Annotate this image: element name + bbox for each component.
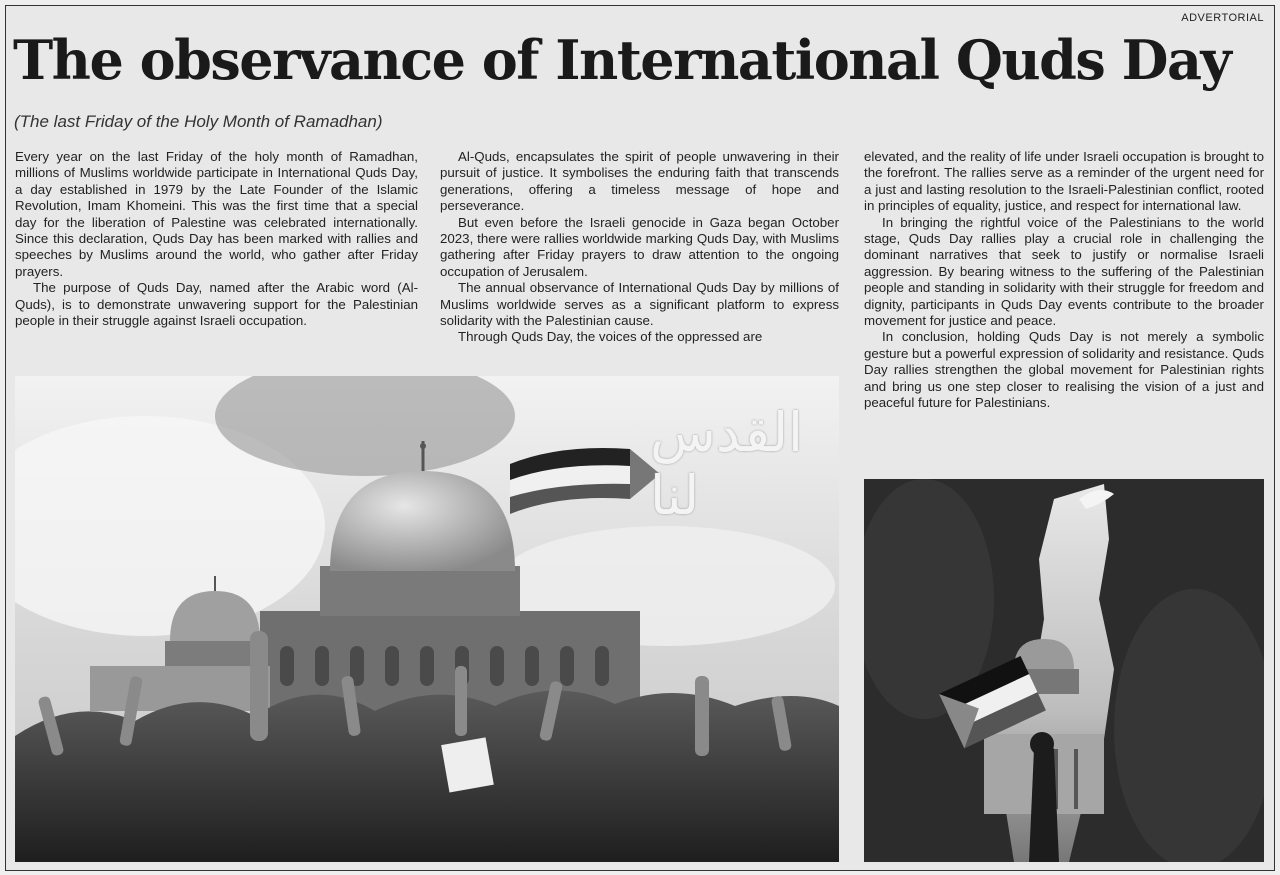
advertorial-tag: ADVERTORIAL bbox=[1181, 12, 1264, 24]
subtitle: (The last Friday of the Holy Month of Ramadhan) bbox=[14, 112, 383, 131]
paragraph: Through Quds Day, the voices of the oppressed are bbox=[458, 329, 763, 345]
paragraph: elevated, and the reality of life under Israeli occupation is brought to the forefront. The rallies serve as a reminder of the urgent need for a just and lasting resolution to the Israeli-Palestinian conflict, rooted in principles of equality, justice, and respect for international law. bbox=[864, 149, 1264, 214]
paragraph: Al-Quds, encapsulates the spirit of people unwavering in their pursuit of justice. It symbolises the enduring faith that transcends generations, offering a timeless message of hope and perseverance. bbox=[440, 149, 839, 214]
article-column-3 bbox=[864, 149, 1264, 412]
paragraph: In bringing the rightful voice of the Palestinians to the world stage, Quds Day rallies play a crucial role in challenging the dominant narratives that seek to justify or normalise Israeli aggression. By bearing witness to the suffering of the Palestinian people and standing in solidarity with their struggle for freedom and dignity, participants in Quds Day events contribute to the broader movement for justice and peace. bbox=[864, 214, 1264, 329]
map-silhouette-illustration bbox=[864, 479, 1264, 862]
article-column-1 bbox=[15, 149, 418, 329]
arabic-overlay-text: القدس لنا bbox=[650, 401, 804, 527]
paragraph: The purpose of Quds Day, named after the Arabic word (Al-Quds), is to demonstrate unwavering support for the Palestinian people in their struggle against Israeli occupation. bbox=[15, 280, 418, 329]
article-column-2 bbox=[440, 149, 839, 346]
page-title: The observance of International Quds Day bbox=[13, 28, 1231, 92]
paragraph: Every year on the last Friday of the holy month of Ramadhan, millions of Muslims worldwide participate in International Quds Day, a day established in 1979 by the Late Founder of the Islamic Revolution, Imam Khomeini. This was the first time that a special day for the liberation of Palestine was celebrated internationally. Since this declaration, Quds Day has been marked with rallies and speeches by Muslims around the world, who gather after Friday prayers. bbox=[15, 149, 418, 279]
paragraph: The annual observance of International Quds Day by millions of Muslims worldwide serves as a significant platform to express solidarity with the Palestinian cause. bbox=[440, 280, 839, 329]
palestine-map-silhouette-photo bbox=[864, 479, 1264, 862]
paragraph: But even before the Israeli genocide in Gaza began October 2023, there were rallies worldwide marking Quds Day, with Muslims gathering after Friday prayers to draw attention to the ongoing occupation of Jerusalem. bbox=[440, 214, 839, 279]
dome-of-the-rock-rally-photo bbox=[15, 376, 839, 862]
paragraph: In conclusion, holding Quds Day is not merely a symbolic gesture but a powerful expression of solidarity and resistance. Quds Day rallies strengthen the global movement for Palestinian rights and bring us one step closer to realising the vision of a just and peaceful future for Palestinians. bbox=[864, 329, 1264, 411]
